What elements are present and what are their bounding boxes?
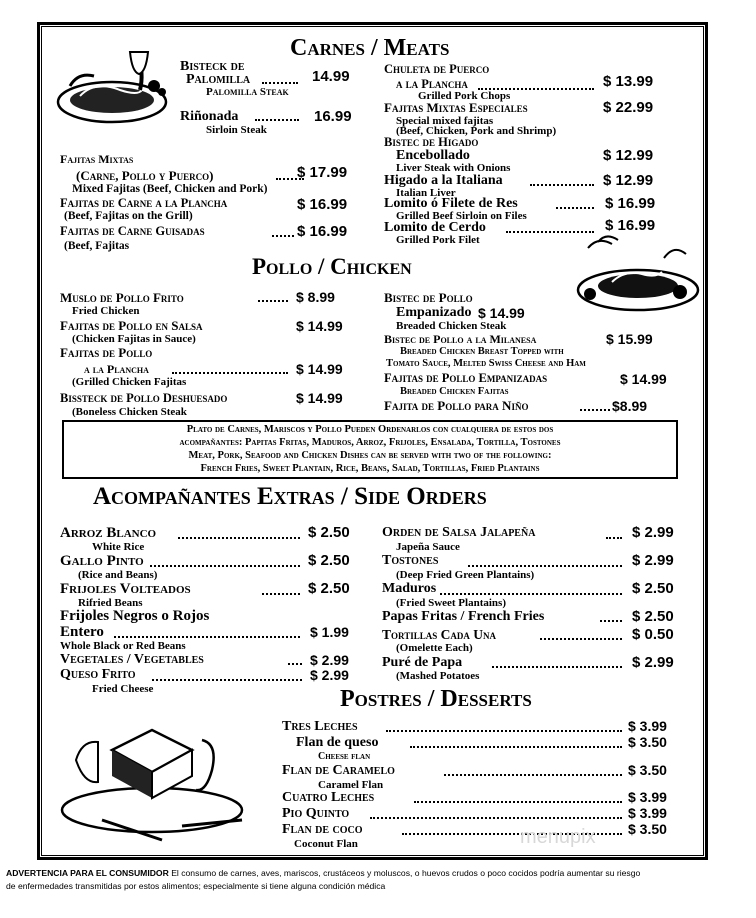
item-price: $ 3.99 (628, 805, 667, 821)
item-description: Italian Liver (396, 187, 456, 199)
item-price: $ 2.99 (632, 552, 674, 569)
item-name: Frijoles Volteados (60, 581, 191, 597)
dot-leader (540, 638, 622, 640)
item-price: $ 13.99 (603, 73, 654, 90)
dessert-icon (52, 700, 262, 845)
dot-leader (255, 119, 299, 121)
item-name: Fajitas de Carne Guisadas (60, 224, 205, 238)
item-description: (Fried Sweet Plantains) (396, 597, 506, 609)
dot-leader (580, 409, 610, 411)
item-name: Fajitas de Carne a la Plancha (60, 196, 228, 210)
item-price: 14.99 (312, 68, 350, 85)
item-name: Entero (60, 624, 104, 640)
item-name: Fajitas Mixtas (60, 152, 134, 166)
item-name: Orden de Salsa Jalapeña (382, 525, 536, 540)
item-description: Whole Black or Red Beans (60, 640, 186, 652)
item-description: Caramel Flan (318, 779, 384, 791)
notice-line: French Fries, Sweet Plantain, Rice, Beans, Salad, Tortillas, Fried Plantains (200, 463, 540, 474)
section-title-pollo: Pollo / Chicken (252, 254, 412, 279)
dot-leader (370, 817, 622, 819)
item-description: Japeña Sauce (396, 541, 460, 553)
notice-line: acompañantes: Papitas Fritas, Maduros, Arroz, Frijoles, Ensalada, Tortilla, Tostones (179, 437, 561, 448)
item-name: Riñonada (180, 109, 239, 124)
dot-leader (506, 231, 594, 233)
dot-leader (386, 730, 622, 732)
item-price: $ 3.99 (628, 718, 667, 734)
item-name: Gallo Pinto (60, 553, 144, 569)
dot-leader (272, 235, 294, 237)
item-description: (Beef, Fajitas on the Grill) (64, 210, 193, 222)
item-name: Flan de coco (282, 822, 363, 837)
item-description: Grilled Beef Sirloin on Files (396, 210, 527, 222)
dot-leader (410, 746, 622, 748)
item-price: $ 2.99 (632, 654, 674, 671)
item-name: Pio Quinto (282, 806, 350, 821)
item-name: Papas Fritas / French Fries (382, 609, 545, 624)
warning-text: de enfermedades transmitidas por estos alimentos; especialmente si tiene alguna condición médica (6, 881, 386, 891)
section-title-carnes: Carnes / Meats (290, 35, 450, 61)
item-description: Breaded Chicken Steak (396, 320, 507, 332)
item-name: Flan de Caramelo (282, 763, 395, 778)
item-description: (Grilled Chicken Fajitas (72, 376, 187, 388)
item-description: Special mixed fajitas (396, 115, 494, 127)
dot-leader (114, 636, 300, 638)
item-description: Sirloin Steak (206, 124, 267, 136)
dot-leader (150, 565, 300, 567)
item-name: Fajita de Pollo para Niño (384, 398, 529, 413)
dot-leader (556, 207, 594, 209)
item-description: Fried Chicken (72, 305, 140, 317)
section-title-postres: Postres / Desserts (340, 686, 532, 712)
item-price: $ 16.99 (605, 195, 656, 212)
item-name: Lomito ó Filete de Res (384, 196, 518, 211)
item-price: $ 2.99 (310, 667, 349, 683)
item-name: Flan de queso (296, 735, 379, 750)
dot-leader (178, 537, 300, 539)
item-description: (Rice and Beans) (78, 569, 158, 581)
item-price: $ 3.50 (628, 762, 667, 778)
item-description: (Chicken Fajitas in Sauce) (72, 333, 196, 345)
item-description: Palomilla Steak (206, 86, 289, 98)
item-name: Bissteck de Pollo Deshuesado (60, 391, 228, 405)
item-description: Tomato Sauce, Melted Swiss Cheese and Ham (386, 358, 586, 369)
item-price: $ 14.99 (478, 305, 525, 321)
item-price: $ 2.50 (308, 552, 350, 569)
item-name: Lomito de Cerdo (384, 220, 486, 235)
item-price: $ 16.99 (297, 223, 348, 240)
item-name: Maduros (382, 581, 437, 596)
item-name: Fajitas de Pollo en Salsa (60, 318, 203, 333)
item-price: $ 14.99 (620, 371, 667, 387)
item-price: $ 8.99 (296, 289, 335, 305)
item-description: (Boneless Chicken Steak (72, 406, 187, 418)
item-name: a la Plancha (84, 362, 149, 376)
item-description: Fried Cheese (92, 683, 154, 695)
item-price: $ 17.99 (297, 164, 348, 181)
item-price: $ 2.99 (310, 652, 349, 668)
item-name: Bisteck de (180, 59, 245, 74)
dot-leader (262, 82, 298, 84)
item-description: Breaded Chicken Breast Topped with (400, 346, 564, 357)
item-price: $ 14.99 (296, 390, 343, 406)
item-price: $ 16.99 (297, 196, 348, 213)
item-description: (Deep Fried Green Plantains) (396, 569, 535, 581)
item-price: $ 2.99 (632, 524, 674, 541)
item-name: Fajitas de Pollo (60, 345, 153, 360)
item-price: $8.99 (612, 398, 648, 414)
notice-line: Meat, Pork, Seafood and Chicken Dishes can be served with two of the following: (188, 450, 552, 461)
item-name: Puré de Papa (382, 655, 463, 670)
item-price: $ 2.50 (308, 524, 350, 541)
item-name: Empanizado (396, 305, 472, 320)
chicken-platter-icon (568, 228, 704, 314)
warning-label: ADVERTENCIA PARA EL CONSUMIDOR (6, 868, 169, 878)
item-name: Queso Frito (60, 667, 136, 682)
dot-leader (258, 300, 288, 302)
item-description: (Mashed Potatoes (396, 670, 480, 682)
watermark: menupix (520, 826, 596, 848)
item-name: Tortillas Cada Una (382, 627, 496, 642)
item-price: $ 15.99 (606, 331, 653, 347)
section-title-sides: Acompañantes Extras / Side Orders (93, 483, 487, 510)
item-price: $ 0.50 (632, 626, 674, 643)
item-price: $ 2.50 (632, 608, 674, 625)
item-description: (Beef, Fajitas (64, 240, 130, 252)
item-name: Tostones (382, 553, 439, 568)
dot-leader (440, 593, 622, 595)
dot-leader (414, 801, 622, 803)
item-price: $ 1.99 (310, 624, 349, 640)
item-name: Palomilla (186, 72, 251, 87)
dot-leader (444, 774, 622, 776)
item-description: White Rice (92, 541, 145, 553)
dot-leader (288, 663, 302, 665)
item-price: $ 2.50 (308, 580, 350, 597)
item-description: Rifried Beans (78, 597, 143, 609)
dot-leader (530, 184, 594, 186)
item-name: Fajitas de Pollo Empanizadas (384, 371, 548, 385)
item-description: Liver Steak with Onions (396, 162, 511, 174)
item-description: Cheese flan (318, 751, 371, 762)
item-price: $ 16.99 (605, 217, 656, 234)
item-price: $ 14.99 (296, 361, 343, 377)
item-name: Muslo de Pollo Frito (60, 290, 184, 305)
warning-text: El consumo de carnes, aves, mariscos, crustáceos y moluscos, o huevos crudos o poco cocidos podría aumentar su riesgo (168, 868, 641, 878)
dot-leader (492, 666, 622, 668)
item-description: Breaded Chicken Fajitas (400, 386, 509, 397)
dot-leader (600, 620, 622, 622)
item-price: $ 3.50 (628, 734, 667, 750)
item-price: $ 3.99 (628, 789, 667, 805)
item-name: Cuatro Leches (282, 790, 375, 805)
dot-leader (152, 679, 302, 681)
dot-leader (262, 593, 300, 595)
side-options-notice (62, 420, 678, 479)
item-name: Arroz Blanco (60, 525, 157, 541)
dot-leader (468, 565, 622, 567)
item-description: Coconut Flan (294, 838, 358, 850)
item-price: $ 12.99 (603, 147, 654, 164)
item-name: Bistec de Higado (384, 135, 479, 149)
item-name: Higado a la Italiana (384, 173, 503, 188)
item-name: Vegetales / Vegetables (60, 652, 204, 667)
item-price: $ 22.99 (603, 99, 654, 116)
item-description: (Beef, Chicken, Pork and Shrimp) (396, 125, 557, 137)
item-name: Tres Leches (282, 719, 358, 734)
item-name: Frijoles Negros o Rojos (60, 608, 210, 624)
item-description: Grilled Pork Chops (418, 90, 511, 102)
item-name: Bistec de Pollo (384, 290, 473, 305)
item-price: $ 14.99 (296, 318, 343, 334)
item-name: Encebollado (396, 148, 470, 163)
item-name: a la Plancha (396, 77, 468, 91)
item-description: Grilled Pork Filet (396, 234, 480, 246)
item-price: 16.99 (314, 108, 352, 125)
item-name: (Carne, Pollo y Puerco) (76, 168, 214, 183)
item-price: $ 12.99 (603, 172, 654, 189)
item-description: Mixed Fajitas (Beef, Chicken and Pork) (72, 183, 268, 195)
item-description: (Omelette Each) (396, 642, 473, 654)
dot-leader (172, 372, 288, 374)
item-name: Bistec de Pollo a la Milanesa (384, 332, 537, 346)
item-price: $ 3.50 (628, 821, 667, 837)
notice-line: Plato de Carnes, Mariscos y Pollo Pueden Ordenarlos con cualquiera de estos dos (186, 424, 554, 435)
item-name: Chuleta de Puerco (384, 62, 490, 76)
item-price: $ 2.50 (632, 580, 674, 597)
dot-leader (606, 537, 622, 539)
steak-platter-icon (50, 46, 180, 128)
item-name: Fajitas Mixtas Especiales (384, 100, 528, 115)
